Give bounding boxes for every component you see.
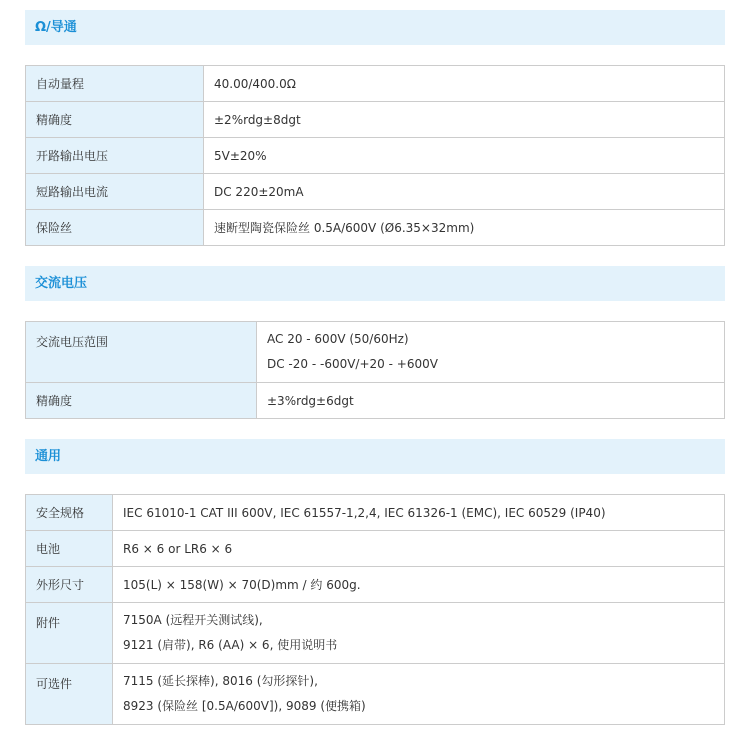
- table-row: [26, 495, 725, 531]
- row-label: 交流电压范围: [26, 322, 257, 383]
- row-label: 安全规格: [26, 495, 113, 531]
- row-label: 电池: [26, 531, 113, 567]
- row-label: 精确度: [26, 102, 204, 138]
- table-row: [26, 603, 725, 664]
- row-value-line: 7115 (延长探棒), 8016 (勾形探针),: [123, 674, 318, 688]
- row-label: 精确度: [26, 383, 257, 419]
- row-label: 附件: [26, 603, 113, 664]
- table-row: [26, 664, 725, 725]
- row-value: ±3%rdg±6dgt: [257, 383, 725, 419]
- row-label: 保险丝: [26, 210, 204, 246]
- row-value: 速断型陶瓷保险丝 0.5A/600V (Ø6.35×32mm): [204, 210, 725, 246]
- section-title-resistance: Ω/导通: [25, 10, 725, 45]
- row-label: 自动量程: [26, 66, 204, 102]
- row-value-line: 8923 (保险丝 [0.5A/600V]), 9089 (便携箱): [123, 699, 366, 713]
- section-title-general: 通用: [25, 439, 725, 474]
- row-value: [113, 603, 725, 664]
- table-row: [26, 102, 725, 138]
- row-label: 短路输出电流: [26, 174, 204, 210]
- table-row: [26, 567, 725, 603]
- spec-table-general: [25, 494, 725, 725]
- row-value: [113, 664, 725, 725]
- table-row: [26, 531, 725, 567]
- row-value: 105(L) × 158(W) × 70(D)mm / 约 600g.: [113, 567, 725, 603]
- table-row: [26, 138, 725, 174]
- row-value: [257, 322, 725, 383]
- table-row: [26, 383, 725, 419]
- spec-table-ac-voltage: [25, 321, 725, 419]
- row-value-line: 7150A (远程开关测试线),: [123, 613, 263, 627]
- section-title-ac-voltage: 交流电压: [25, 266, 725, 301]
- table-row: [26, 66, 725, 102]
- spec-table-resistance: [25, 65, 725, 246]
- row-label: 开路输出电压: [26, 138, 204, 174]
- table-row: [26, 210, 725, 246]
- row-label: 外形尺寸: [26, 567, 113, 603]
- table-row: [26, 174, 725, 210]
- row-value: IEC 61010-1 CAT III 600V, IEC 61557-1,2,4, IEC 61326-1 (EMC), IEC 60529 (IP40): [113, 495, 725, 531]
- row-value: 40.00/400.0Ω: [204, 66, 725, 102]
- row-label: 可选件: [26, 664, 113, 725]
- row-value-line: DC -20 - -600V/+20 - +600V: [267, 357, 438, 371]
- row-value: DC 220±20mA: [204, 174, 725, 210]
- row-value-line: 9121 (肩带), R6 (AA) × 6, 使用说明书: [123, 638, 338, 652]
- row-value: ±2%rdg±8dgt: [204, 102, 725, 138]
- row-value: R6 × 6 or LR6 × 6: [113, 531, 725, 567]
- row-value: 5V±20%: [204, 138, 725, 174]
- row-value-line: AC 20 - 600V (50/60Hz): [267, 332, 409, 346]
- table-row: [26, 322, 725, 383]
